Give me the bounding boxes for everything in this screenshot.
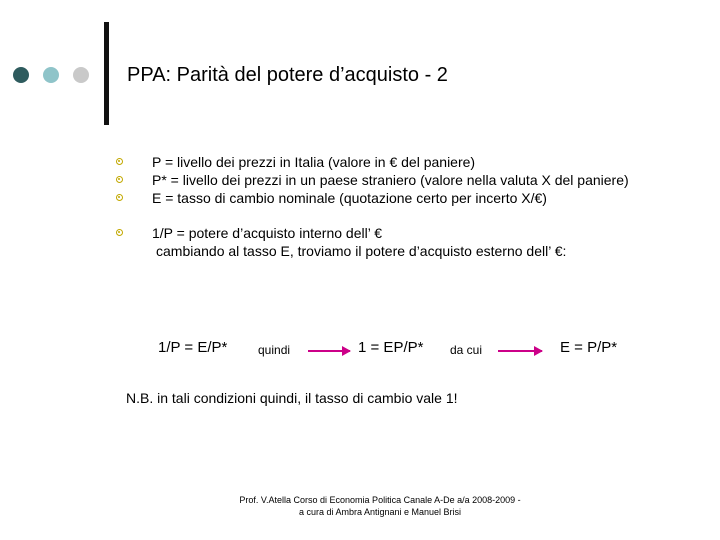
bullet-item	[116, 171, 676, 189]
connector-quindi: quindi	[258, 343, 291, 357]
bullet-text: 1/P = potere d’acquisto interno dell’ €	[152, 225, 382, 241]
bullet-marker-icon	[116, 229, 123, 236]
note: N.B. in tali condizioni quindi, il tasso di cambio vale 1!	[126, 390, 458, 406]
bullet-marker-icon	[116, 158, 123, 165]
bullet-text: P = livello dei prezzi in Italia (valore in € del paniere)	[152, 154, 476, 170]
sub-line: cambiando al tasso E, troviamo il potere d’acquisto esterno dell’ €:	[156, 243, 567, 259]
bullet-item	[116, 189, 676, 207]
title-divider	[104, 22, 109, 125]
decor-dot-2	[43, 67, 59, 83]
bullet-marker-icon	[116, 194, 123, 201]
decor-dot-1	[13, 67, 29, 83]
bullet-text: P* = livello dei prezzi in un paese straniero (valore nella valuta X del paniere)	[152, 172, 629, 188]
footer	[200, 494, 560, 518]
bullet-item	[116, 224, 676, 242]
equation-right: E = P/P*	[560, 339, 618, 356]
equation-left: 1/P = E/P*	[158, 339, 228, 356]
footer-line-1: Prof. V.Atella Corso di Economia Politica Canale A-De a/a 2008-2009 -	[239, 495, 521, 505]
arrow-icon	[308, 350, 350, 352]
bullet-list	[116, 153, 676, 260]
decor-dot-3	[73, 67, 89, 83]
bullet-item	[116, 153, 676, 171]
bullet-text: E = tasso di cambio nominale (quotazione certo per incerto X/€)	[152, 190, 547, 206]
footer-line-2: a cura di Ambra Antignani e Manuel Brisi	[298, 507, 462, 517]
equation-middle: 1 = EP/P*	[358, 339, 424, 356]
slide-title: PPA: Parità del potere d’acquisto - 2	[127, 64, 448, 86]
connector-da-cui: da cui	[450, 343, 483, 357]
bullet-marker-icon	[116, 176, 123, 183]
arrow-icon	[498, 350, 542, 352]
